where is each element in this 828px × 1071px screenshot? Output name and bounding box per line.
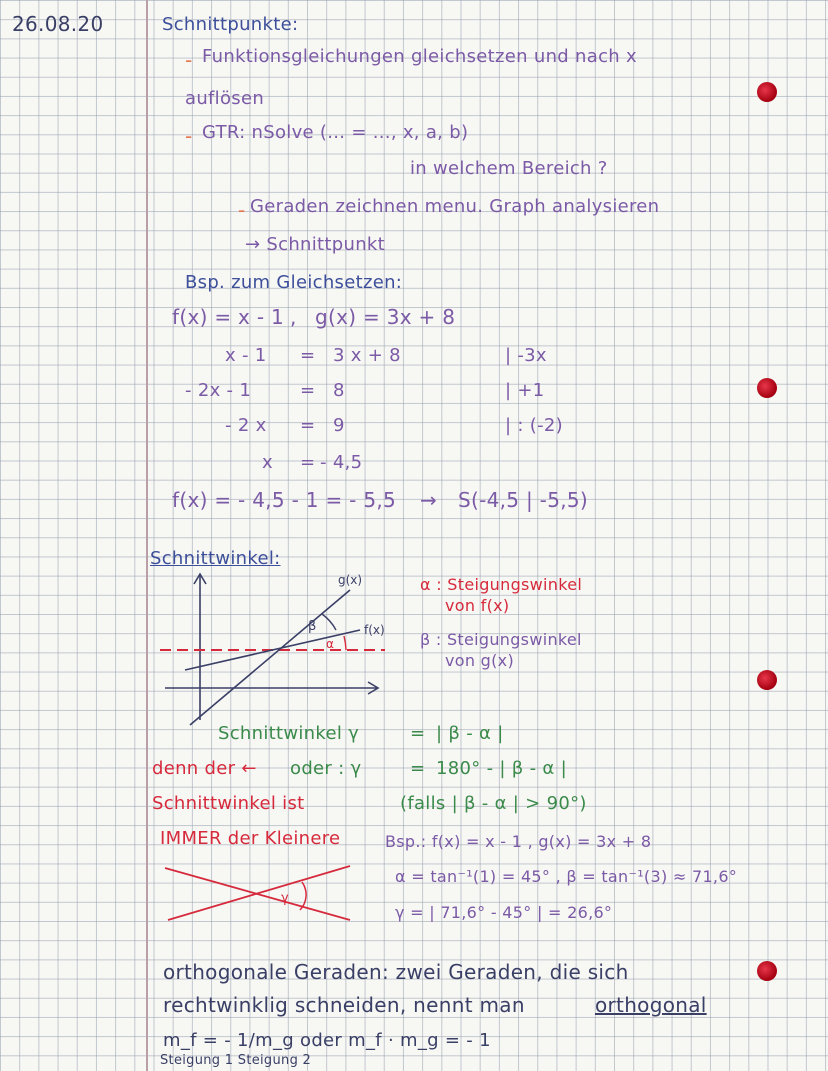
bullet-text-4: Geraden zeichnen menu. Graph analysieren <box>250 196 660 217</box>
formula-eq1: = <box>410 723 426 744</box>
result-arrow: → <box>420 488 438 512</box>
eq1-sign: = <box>300 345 316 366</box>
eq3-op: | : (-2) <box>505 415 563 436</box>
function-f: f(x) = x - 1 <box>172 305 285 329</box>
punch-hole-3 <box>757 670 777 690</box>
eq3-left: - 2 x <box>225 415 267 436</box>
graph-arc-beta <box>322 614 336 630</box>
orthogonal-subscript: Steigung 1 Steigung 2 <box>160 1053 312 1068</box>
graph-label-beta: β <box>308 619 317 634</box>
legend-alpha-line1: α : Steigungswinkel <box>420 575 583 594</box>
eq4-sign: = <box>300 452 316 473</box>
orthogonal-formula: m_f = - 1/m_g oder m_f · m_g = - 1 <box>163 1030 491 1051</box>
result-calc: f(x) = - 4,5 - 1 = - 5,5 <box>172 488 397 512</box>
bullet-text-2: GTR: nSolve (... = ..., x, a, b) <box>202 122 469 143</box>
note-line1: denn der ← <box>152 758 257 779</box>
legend-beta-line1: β : Steigungswinkel <box>420 630 582 649</box>
orthogonal-term: orthogonal <box>595 993 707 1017</box>
bullet-dash-2: - <box>185 124 193 148</box>
bullet-text-5: → Schnittpunkt <box>245 234 385 255</box>
heading-schnittpunkte: Schnittpunkte: <box>162 14 299 35</box>
eq1-op: | -3x <box>505 345 547 366</box>
angle-heading: Schnittwinkel: <box>150 548 281 569</box>
bullet-text-3: in welchem Bereich ? <box>410 158 608 179</box>
punch-hole-4 <box>757 961 777 981</box>
formula-eq2: = <box>410 758 426 779</box>
date: 26.08.20 <box>12 12 104 36</box>
margin-line <box>146 0 148 1071</box>
eq2-right: 8 <box>333 380 345 401</box>
eq1-right: 3 x + 8 <box>333 345 401 366</box>
legend-beta-line2: von g(x) <box>445 651 514 670</box>
eq4-left: x <box>262 452 273 473</box>
legend-alpha-line2: von f(x) <box>445 596 510 615</box>
graph-label-f: f(x) <box>364 623 385 637</box>
graph-arc-alpha <box>344 636 346 650</box>
eq2-left: - 2x - 1 <box>185 380 252 401</box>
orthogonal-line1: orthogonale Geraden: zwei Geraden, die sich <box>163 960 629 984</box>
eq1-left: x - 1 <box>225 345 267 366</box>
eq3-sign: = <box>300 415 316 436</box>
eq2-sign: = <box>300 380 316 401</box>
bullet-dash-4: - <box>238 198 246 222</box>
eq2-op: | +1 <box>505 380 545 401</box>
formula-condition: (falls | β - α | > 90°) <box>400 793 587 814</box>
bullet-text-1b: auflösen <box>185 88 265 109</box>
cross-label: γ <box>281 891 289 906</box>
eq4-right: - 4,5 <box>320 452 363 473</box>
note-line3: IMMER der Kleinere <box>160 828 341 849</box>
punch-hole-2 <box>757 378 777 398</box>
example2-line1: Bsp.: f(x) = x - 1 , g(x) = 3x + 8 <box>385 832 652 851</box>
formula-label: Schnittwinkel γ <box>218 723 360 744</box>
graph-line-g <box>190 590 350 725</box>
formula-expr1: | β - α | <box>436 723 504 744</box>
eq3-right: 9 <box>333 415 345 436</box>
formula-oder: oder : γ <box>290 758 362 779</box>
example-heading: Bsp. zum Gleichsetzen: <box>185 272 403 293</box>
example2-line2: α = tan⁻¹(1) = 45° , β = tan⁻¹(3) ≈ 71,6° <box>395 867 738 886</box>
result-point: S(-4,5 | -5,5) <box>458 488 589 512</box>
function-g: g(x) = 3x + 8 <box>315 305 456 329</box>
punch-hole-1 <box>757 82 777 102</box>
graph-label-alpha: α <box>326 637 334 651</box>
bullet-dash-1: - <box>185 48 193 72</box>
note-line2: Schnittwinkel ist <box>152 793 305 814</box>
orthogonal-line2a: rechtwinklig schneiden, nennt man <box>163 993 525 1017</box>
cross-angle-sketch <box>160 858 360 928</box>
graph-label-g: g(x) <box>338 573 363 587</box>
example2-line3: γ = | 71,6° - 45° | = 26,6° <box>395 903 613 922</box>
function-sep: , <box>290 305 297 329</box>
angle-graph <box>150 570 400 735</box>
bullet-text-1: Funktionsgleichungen gleichsetzen und nach x <box>202 46 637 67</box>
formula-expr2: 180° - | β - α | <box>436 758 567 779</box>
